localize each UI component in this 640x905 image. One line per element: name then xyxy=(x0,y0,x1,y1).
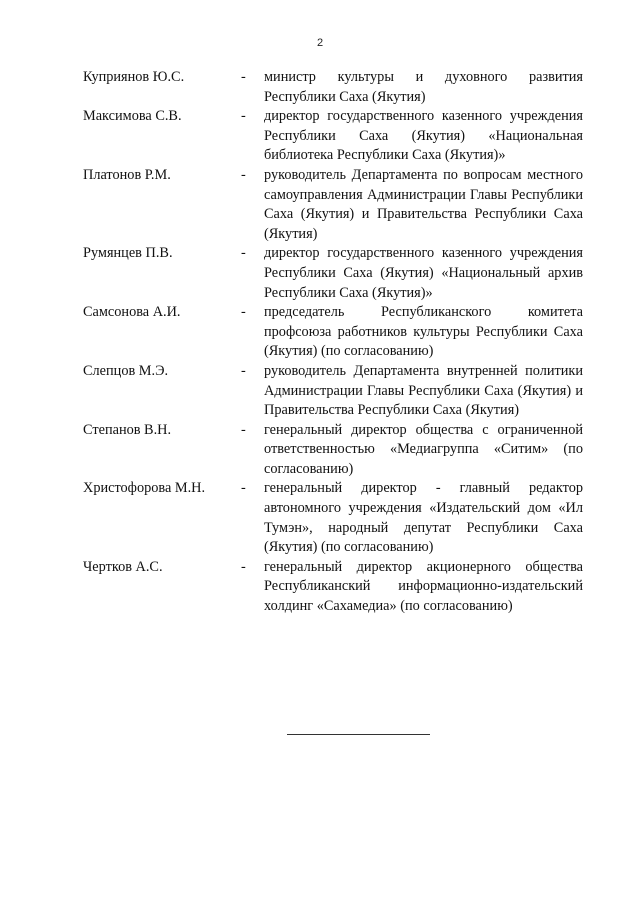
member-dash: - xyxy=(241,421,246,438)
closing-divider-line xyxy=(287,734,430,735)
member-role: генеральный директор акционерного общества Республиканский информационно-издательский холдинг «Сахамедиа» (по согласованию) xyxy=(264,558,583,615)
member-name: Платонов Р.М. xyxy=(83,166,171,183)
member-name: Степанов В.Н. xyxy=(83,421,172,438)
member-dash: - xyxy=(241,304,246,321)
member-row xyxy=(83,68,583,107)
member-name: Самсонова А.И. xyxy=(83,304,181,321)
member-row xyxy=(83,558,583,617)
member-name: Максимова С.В. xyxy=(83,108,182,125)
member-role: генеральный директор общества с ограниченной ответственностью «Медиагруппа «Ситим» (по согласованию) xyxy=(264,421,583,477)
member-row xyxy=(83,303,583,362)
member-role: руководитель Департамента по вопросам местного самоуправления Администрации Главы Республики Саха (Якутия) и Правительства Республики Саха (Якутия) xyxy=(264,166,583,242)
member-dash: - xyxy=(241,362,246,379)
member-row xyxy=(83,166,583,244)
member-role: председатель Республиканского комитета профсоюза работников культуры Республики Саха (Якутия) (по согласованию) xyxy=(264,304,583,360)
members-list xyxy=(83,68,583,617)
member-name: Христофорова М.Н. xyxy=(83,480,206,497)
member-role: директор государственного казенного учреждения Республики Саха (Якутия) «Национальный архив Республики Саха (Якутия)» xyxy=(264,245,583,301)
member-row xyxy=(83,107,583,166)
member-row xyxy=(83,421,583,480)
member-name: Куприянов Ю.С. xyxy=(83,69,185,85)
member-role: директор государственного казенного учреждения Республики Саха (Якутия) «Национальная библиотека Республики Саха (Якутия)» xyxy=(264,108,583,164)
member-name: Румянцев П.В. xyxy=(83,245,173,262)
member-dash: - xyxy=(241,108,246,125)
member-dash: - xyxy=(241,558,246,575)
member-name: Слепцов М.Э. xyxy=(83,362,169,379)
member-role: руководитель Департамента внутренней политики Администрации Главы Республики Саха (Якутия) и Правительства Республики Саха (Якутия) xyxy=(264,362,583,419)
member-dash: - xyxy=(241,166,246,183)
member-name: Чертков А.С. xyxy=(83,558,163,575)
member-role: генеральный директор - главный редактор автономного учреждения «Издательский дом «Ил Тумэн», народный депутат Республики Саха (Якутия) (по согласованию) xyxy=(264,480,583,556)
page-number: 2 xyxy=(316,37,324,49)
member-row xyxy=(83,244,583,303)
member-row xyxy=(83,362,583,421)
member-dash: - xyxy=(241,480,246,497)
member-role: министр культуры и духовного развития Республики Саха (Якутия) xyxy=(264,69,583,105)
member-dash: - xyxy=(241,245,246,262)
member-dash: - xyxy=(241,69,246,85)
member-row xyxy=(83,479,583,557)
